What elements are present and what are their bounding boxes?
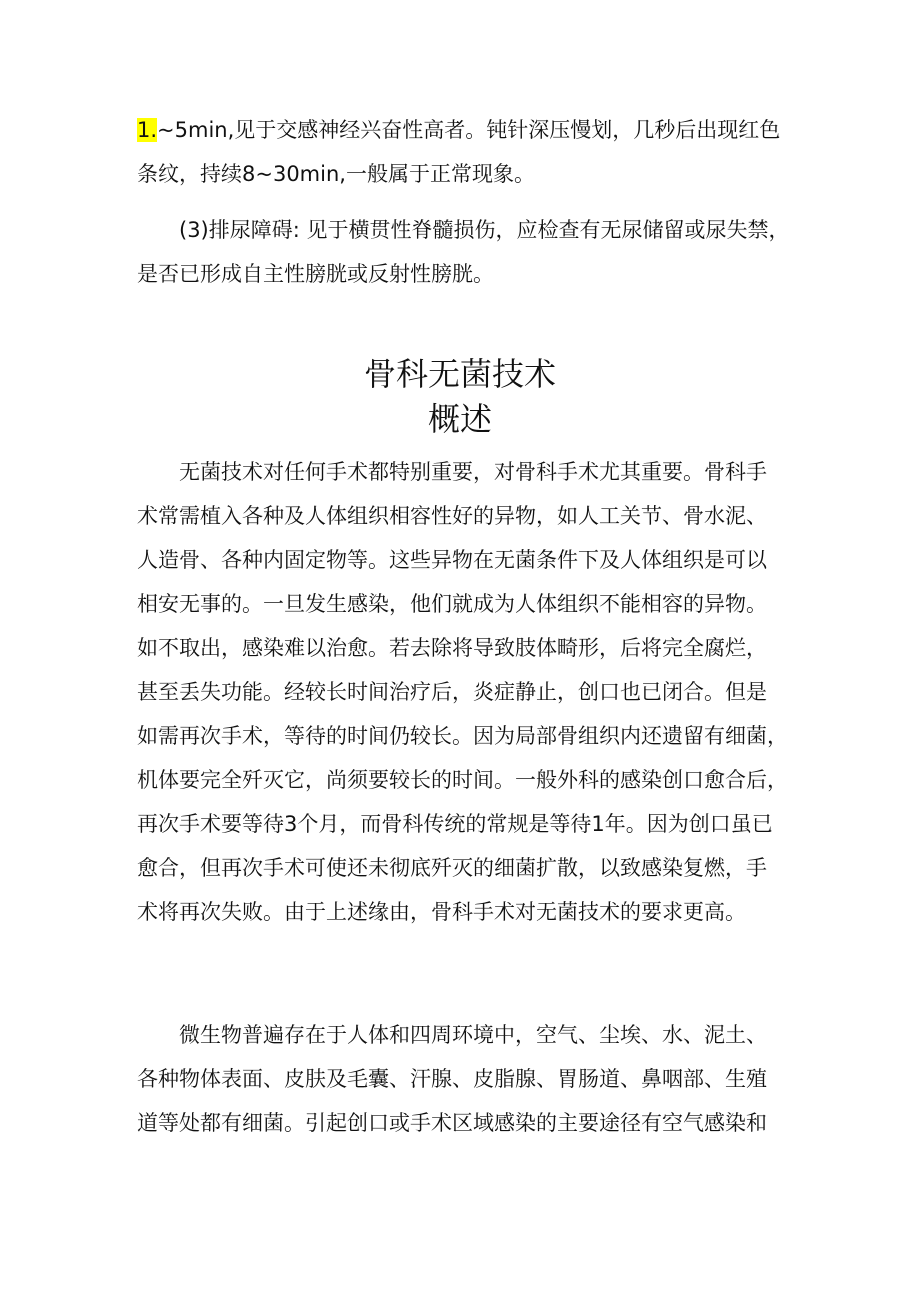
highlighted-text: 1. bbox=[137, 118, 158, 142]
section-subtitle: 概述 bbox=[427, 400, 492, 438]
text-line: 条纹，持续8~30min,一般属于正常现象。 bbox=[137, 162, 535, 186]
text-line: 道等处都有细菌。引起创口或手术区域感染的主要途径有空气感染和 bbox=[137, 1111, 767, 1135]
text-line: 如需再次手术，等待的时间仍较长。因为局部骨组织内还遗留有细菌， bbox=[137, 724, 788, 748]
text-line: 甚至丢失功能。经较长时间治疗后，炎症静止，创口也已闭合。但是 bbox=[137, 680, 767, 704]
text-line: 愈合，但再次手术可使还未彻底歼灭的细菌扩散，以致感染复燃，手 bbox=[137, 856, 767, 880]
text-line: 各种物体表面、皮肤及毛囊、汗腺、皮脂腺、胃肠道、鼻咽部、生殖 bbox=[137, 1067, 767, 1091]
text-line: 如不取出，感染难以治愈。若去除将导致肢体畸形，后将完全腐烂， bbox=[137, 636, 767, 660]
text-line: 相安无事的。一旦发生感染，他们就成为人体组织不能相容的异物。 bbox=[137, 592, 767, 616]
text-line: 微生物普遍存在于人体和四周环境中，空气、尘埃、水、泥土、 bbox=[179, 1023, 767, 1047]
paragraph-aseptic bbox=[137, 450, 787, 934]
text-line: 术将再次失败。由于上述缘由，骨科手术对无菌技术的要求更高。 bbox=[137, 900, 746, 924]
paragraph-urination bbox=[137, 208, 790, 296]
text-line: 人造骨、各种内固定物等。这些异物在无菌条件下及人体组织是可以 bbox=[137, 548, 767, 572]
text-line: 再次手术要等待3个月，而骨科传统的常规是等待1年。因为创口虽已 bbox=[137, 812, 773, 836]
section-title: 骨科无菌技术 bbox=[363, 355, 556, 393]
paragraph-microbes bbox=[137, 1013, 787, 1145]
text-line: 机体要完全歼灭它，尚须要较长的时间。一般外科的感染创口愈合后， bbox=[137, 768, 788, 792]
text-line bbox=[137, 108, 787, 152]
text-line: 无菌技术对任何手术都特别重要，对骨科手术尤其重要。骨科手 bbox=[179, 460, 767, 484]
text-line: (3)排尿障碍: 见于横贯性脊髓损伤，应检查有无尿储留或尿失禁， bbox=[179, 218, 790, 242]
text-segment: ~5min,见于交感神经兴奋性高者。钝针深压慢划，几秒后出现红色 bbox=[157, 118, 781, 142]
text-line: 是否已形成自主性膀胱或反射性膀胱。 bbox=[137, 262, 494, 286]
paragraph-reflex bbox=[137, 108, 787, 196]
text-line: 术常需植入各种及人体组织相容性好的异物，如人工关节、骨水泥、 bbox=[137, 504, 767, 528]
